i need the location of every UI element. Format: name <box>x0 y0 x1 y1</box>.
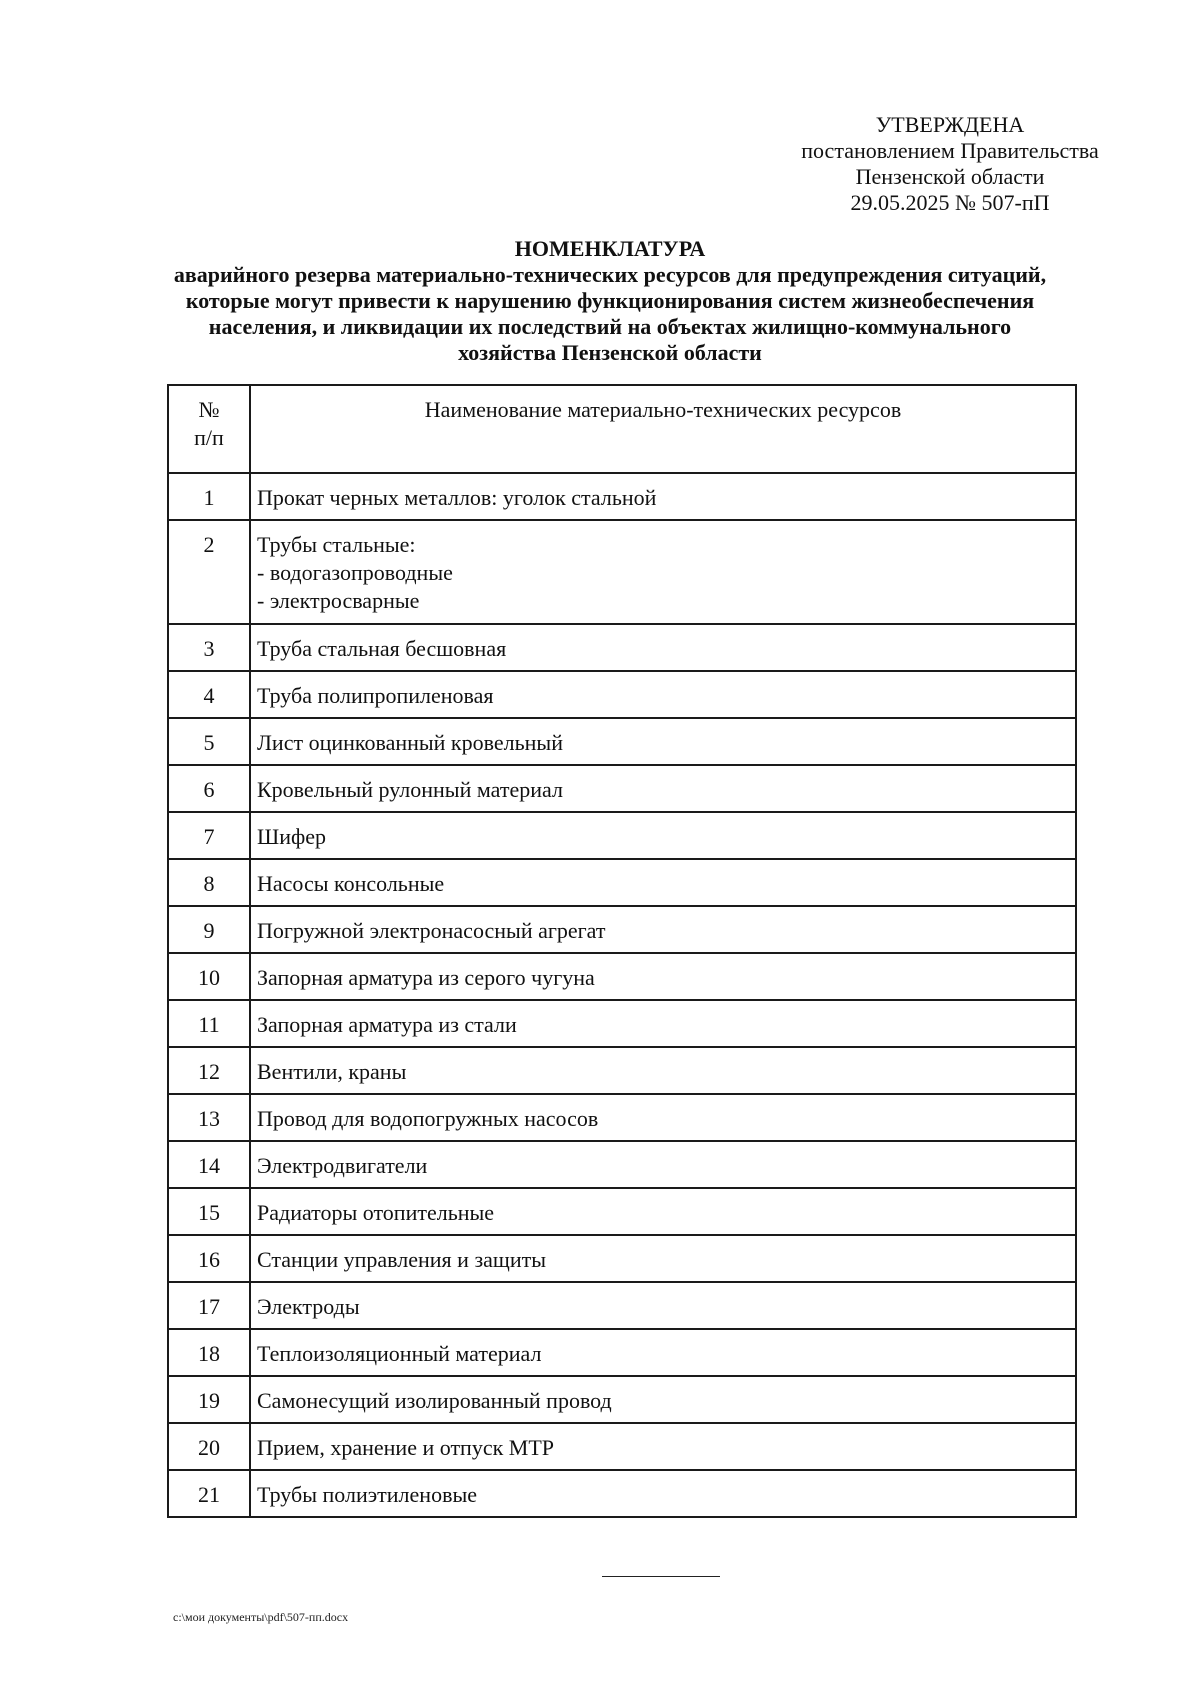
table-row <box>168 1000 1076 1047</box>
table-row <box>168 765 1076 812</box>
row-resource-name: Лист оцинкованный кровельный <box>250 718 1076 765</box>
table-row <box>168 1188 1076 1235</box>
header-number: № п/п <box>168 385 250 473</box>
document-title-block <box>150 236 1070 366</box>
row-resource-name: Шифер <box>250 812 1076 859</box>
row-resource-name: Радиаторы отопительные <box>250 1188 1076 1235</box>
approval-issuer: постановлением Правительства <box>801 138 1099 163</box>
row-resource-name: Трубы стальные: - водогазопроводные - электросварные <box>250 520 1076 624</box>
table-row <box>168 1047 1076 1094</box>
row-number: 8 <box>168 859 250 906</box>
table-row <box>168 718 1076 765</box>
row-number: 15 <box>168 1188 250 1235</box>
header-resource-name: Наименование материально-технических ресурсов <box>250 385 1076 473</box>
table-row <box>168 1235 1076 1282</box>
row-number: 17 <box>168 1282 250 1329</box>
table-row <box>168 473 1076 520</box>
document-title: НОМЕНКЛАТУРА <box>514 236 706 261</box>
row-resource-name: Трубы полиэтиленовые <box>250 1470 1076 1517</box>
row-resource-name: Погружной электронасосный агрегат <box>250 906 1076 953</box>
table-header-row <box>168 385 1076 473</box>
table-row <box>168 859 1076 906</box>
table-row <box>168 812 1076 859</box>
document-subtitle: аварийного резерва материально-технических ресурсов для предупреждения ситуаций, которые могут привести к нарушению функционирования систем жизнеобеспечения населения, и ликвидации их последствий на объектах жилищно-коммунального хозяйства Пензенской области <box>173 262 1047 365</box>
approval-region: Пензенской области <box>855 164 1045 189</box>
approval-date-number: 29.05.2025 № 507-пП <box>850 190 1050 215</box>
table-row <box>168 1423 1076 1470</box>
row-resource-name: Самонесущий изолированный провод <box>250 1376 1076 1423</box>
row-resource-name: Труба полипропиленовая <box>250 671 1076 718</box>
table-row <box>168 906 1076 953</box>
table-row <box>168 1470 1076 1517</box>
row-number: 6 <box>168 765 250 812</box>
table-row <box>168 624 1076 671</box>
row-number: 16 <box>168 1235 250 1282</box>
row-resource-name: Вентили, краны <box>250 1047 1076 1094</box>
row-number: 14 <box>168 1141 250 1188</box>
row-resource-name: Кровельный рулонный материал <box>250 765 1076 812</box>
table-row <box>168 520 1076 624</box>
row-number: 5 <box>168 718 250 765</box>
row-number: 18 <box>168 1329 250 1376</box>
row-resource-name: Теплоизоляционный материал <box>250 1329 1076 1376</box>
table-row <box>168 1376 1076 1423</box>
closing-divider <box>602 1576 720 1577</box>
row-resource-name: Станции управления и защиты <box>250 1235 1076 1282</box>
row-number: 7 <box>168 812 250 859</box>
row-number: 19 <box>168 1376 250 1423</box>
file-path-footer: c:\мои документы\pdf\507-пп.docx <box>173 1610 349 1624</box>
row-resource-name: Провод для водопогружных насосов <box>250 1094 1076 1141</box>
approval-block <box>770 112 1130 216</box>
row-number: 20 <box>168 1423 250 1470</box>
row-number: 9 <box>168 906 250 953</box>
table-row <box>168 953 1076 1000</box>
table-row <box>168 1094 1076 1141</box>
row-number: 10 <box>168 953 250 1000</box>
table-row <box>168 1282 1076 1329</box>
table-row <box>168 671 1076 718</box>
row-number: 2 <box>168 520 250 624</box>
row-number: 4 <box>168 671 250 718</box>
row-number: 11 <box>168 1000 250 1047</box>
row-number: 3 <box>168 624 250 671</box>
approval-label: УТВЕРЖДЕНА <box>875 112 1025 137</box>
row-resource-name: Запорная арматура из стали <box>250 1000 1076 1047</box>
row-resource-name: Электродвигатели <box>250 1141 1076 1188</box>
row-number: 13 <box>168 1094 250 1141</box>
nomenclature-table <box>167 384 1077 1518</box>
row-resource-name: Запорная арматура из серого чугуна <box>250 953 1076 1000</box>
row-resource-name: Насосы консольные <box>250 859 1076 906</box>
row-number: 12 <box>168 1047 250 1094</box>
row-resource-name: Труба стальная бесшовная <box>250 624 1076 671</box>
row-number: 21 <box>168 1470 250 1517</box>
row-resource-name: Прокат черных металлов: уголок стальной <box>250 473 1076 520</box>
table-row <box>168 1141 1076 1188</box>
row-number: 1 <box>168 473 250 520</box>
row-resource-name: Прием, хранение и отпуск МТР <box>250 1423 1076 1470</box>
table-row <box>168 1329 1076 1376</box>
row-resource-name: Электроды <box>250 1282 1076 1329</box>
